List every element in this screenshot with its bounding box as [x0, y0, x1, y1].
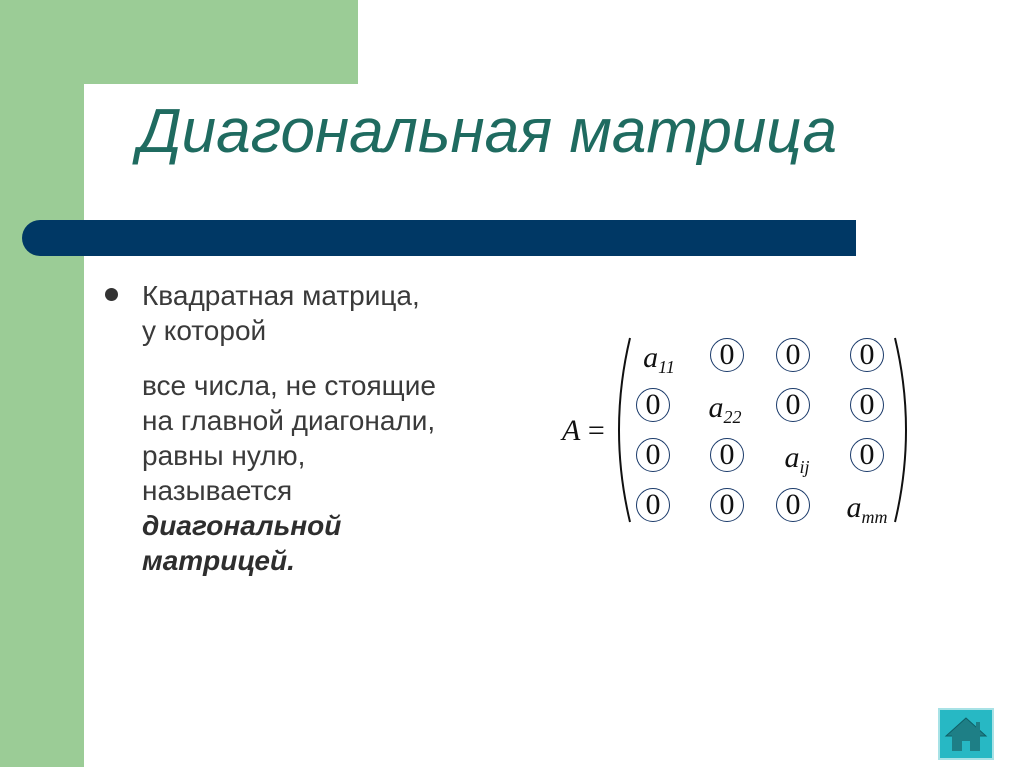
matrix-formula [560, 330, 920, 530]
element-a11: $a_{11}$ [643, 341, 675, 377]
element-aij: $a_{ij}$ [784, 441, 810, 477]
matrix-lhs [562, 414, 605, 448]
zero-circle: 0 [710, 338, 744, 372]
home-button[interactable] [938, 708, 994, 760]
equals-sign: = [587, 414, 605, 447]
title-divider-bar [22, 220, 856, 256]
element-amm: $a_{mm}$ [846, 491, 888, 527]
text-line-6: называется [142, 475, 293, 506]
text-line-5: равны нулю, [142, 440, 306, 471]
text-line-3: все числа, не стоящие [142, 370, 436, 401]
text-line-1: Квадратная матрица, [142, 280, 420, 311]
zero-circle: 0 [776, 338, 810, 372]
top-green-block [84, 0, 358, 84]
text-line-2: у которой [142, 315, 267, 346]
zero-circle: 0 [636, 438, 670, 472]
zero-circle: 0 [850, 438, 884, 472]
element-a22: $a_{22}$ [708, 391, 742, 427]
zero-circle: 0 [850, 338, 884, 372]
zero-circle: 0 [776, 488, 810, 522]
bullet-text-part2 [142, 368, 532, 578]
text-line-4: на главной диагонали, [142, 405, 436, 436]
zero-circle: 0 [850, 388, 884, 422]
text-emphasis-1: диагональной [142, 510, 342, 541]
zero-circle: 0 [710, 438, 744, 472]
right-paren [895, 338, 906, 522]
zero-circle: 0 [710, 488, 744, 522]
left-green-bar [0, 0, 84, 767]
zero-circle: 0 [636, 488, 670, 522]
bullet-text-part1 [142, 278, 532, 348]
zero-circle: 0 [636, 388, 670, 422]
slide-title: Диагональная матрица [138, 97, 837, 166]
lhs-symbol: A [562, 414, 581, 447]
zero-circle: 0 [776, 388, 810, 422]
bullet-dot-icon [105, 288, 118, 301]
text-emphasis-2: матрицей. [142, 545, 295, 576]
home-icon [940, 710, 992, 758]
left-paren [619, 338, 630, 522]
